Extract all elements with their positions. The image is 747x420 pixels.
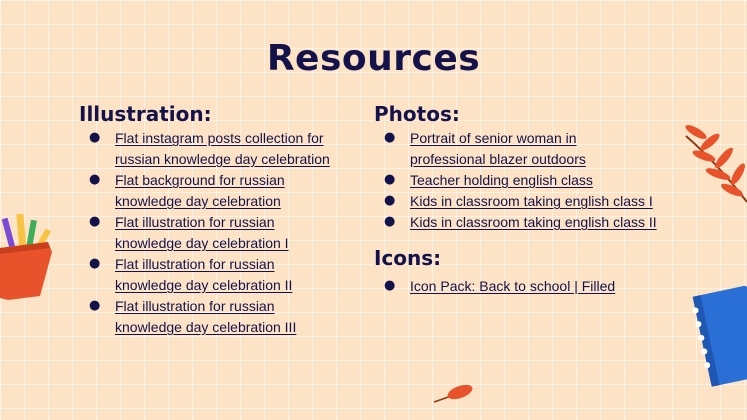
bullet-icon: ●	[384, 172, 396, 187]
list-item	[374, 191, 694, 212]
list-item	[79, 212, 369, 254]
illustration-link-3[interactable]: Flat illustration for russian knowledge day celebration I	[115, 214, 289, 251]
illustration-link-2[interactable]: Flat background for russian knowledge day celebration	[115, 172, 285, 209]
photos-link-3[interactable]: Kids in classroom taking english class I	[410, 193, 653, 209]
photos-link-1[interactable]: Portrait of senior woman in professional blazer outdoors	[410, 130, 586, 167]
icons-link-1[interactable]: Icon Pack: Back to school | Filled	[410, 278, 616, 294]
list-item	[79, 170, 369, 212]
pencil-cup-icon	[0, 208, 64, 304]
illustration-list	[79, 128, 369, 338]
icons-list	[374, 276, 694, 297]
photos-heading: Photos:	[374, 102, 460, 126]
illustration-link-5[interactable]: Flat illustration for russian knowledge day celebration III	[115, 298, 297, 335]
illustration-link-4[interactable]: Flat illustration for russian knowledge day celebration II	[115, 256, 293, 293]
list-item	[79, 296, 369, 338]
photos-list	[374, 128, 694, 233]
bullet-icon: ●	[89, 298, 101, 313]
notebook-icon	[690, 284, 747, 390]
bullet-icon: ●	[89, 214, 101, 229]
bullet-icon: ●	[89, 256, 101, 271]
photos-link-4[interactable]: Kids in classroom taking english class II	[410, 214, 657, 230]
list-item	[79, 254, 369, 296]
list-item	[79, 128, 369, 170]
leaf-icon	[432, 382, 476, 406]
list-item	[374, 170, 694, 191]
list-item	[374, 128, 694, 170]
list-item	[374, 276, 694, 297]
photos-link-2[interactable]: Teacher holding english class	[410, 172, 593, 188]
bullet-icon: ●	[384, 193, 396, 208]
bullet-icon: ●	[384, 130, 396, 145]
illustration-heading: Illustration:	[79, 102, 212, 126]
bullet-icon: ●	[384, 278, 396, 293]
page-title: Resources	[266, 38, 481, 79]
bullet-icon: ●	[89, 172, 101, 187]
bullet-icon: ●	[89, 130, 101, 145]
bullet-icon: ●	[384, 214, 396, 229]
icons-heading: Icons:	[374, 246, 442, 270]
list-item	[374, 212, 694, 233]
illustration-link-1[interactable]: Flat instagram posts collection for russian knowledge day celebration	[115, 130, 330, 167]
leaf-branch-icon	[680, 122, 747, 210]
